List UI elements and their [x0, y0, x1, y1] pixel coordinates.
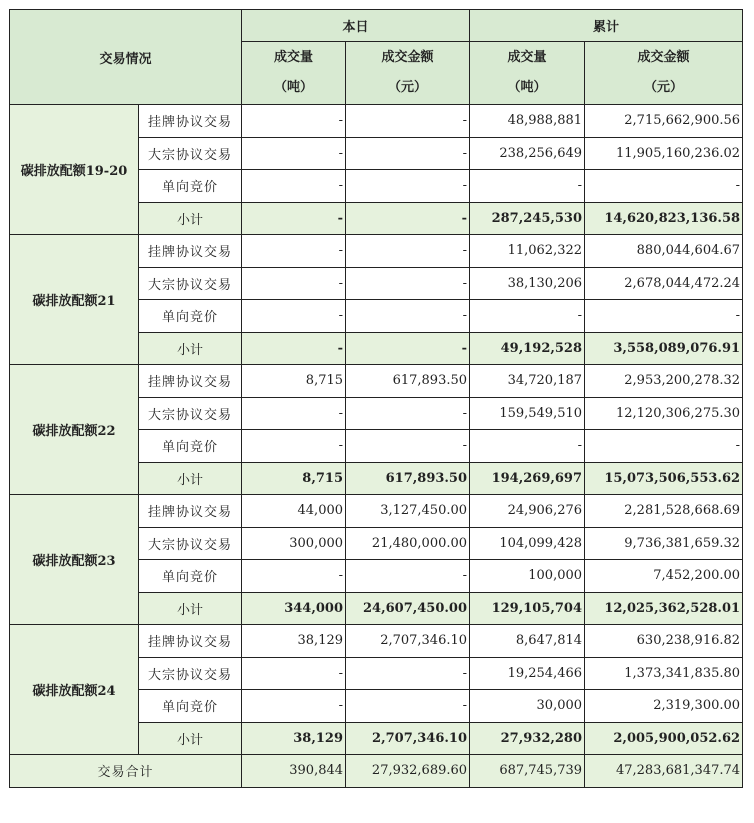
trade-type: 挂牌协议交易 — [139, 365, 242, 398]
group-name: 碳排放配额24 — [10, 625, 139, 755]
today-amount: - — [346, 105, 470, 138]
subtotal-today-volume: 8,715 — [242, 462, 346, 495]
table-body — [10, 105, 743, 788]
amount-label: 成交金额 — [637, 50, 690, 65]
today-amount: - — [346, 430, 470, 463]
today-volume: - — [242, 235, 346, 268]
subtotal-cumulative-amount: 12,025,362,528.01 — [585, 592, 743, 625]
cumulative-amount: 12,120,306,275.30 — [585, 397, 743, 430]
today-volume: - — [242, 657, 346, 690]
today-volume: - — [242, 300, 346, 333]
table-row — [10, 105, 743, 138]
trade-type: 大宗协议交易 — [139, 527, 242, 560]
group-name: 碳排放配额22 — [10, 365, 139, 495]
subtotal-cumulative-volume: 49,192,528 — [470, 332, 585, 365]
cumulative-volume: 34,720,187 — [470, 365, 585, 398]
header-cumulative-amount — [585, 42, 743, 105]
header-today-amount — [346, 42, 470, 105]
volume-unit: （吨） — [507, 80, 547, 95]
amount-unit: （元） — [644, 80, 684, 95]
cumulative-amount: - — [585, 430, 743, 463]
trade-type: 单向竞价 — [139, 690, 242, 723]
trade-type: 单向竞价 — [139, 300, 242, 333]
today-volume: 44,000 — [242, 495, 346, 528]
group-name: 碳排放配额23 — [10, 495, 139, 625]
cumulative-volume: 38,130,206 — [470, 267, 585, 300]
cumulative-volume: 11,062,322 — [470, 235, 585, 268]
subtotal-today-amount: 24,607,450.00 — [346, 592, 470, 625]
subtotal-today-amount: 617,893.50 — [346, 462, 470, 495]
table-row — [10, 625, 743, 658]
cumulative-volume: 30,000 — [470, 690, 585, 723]
subtotal-label: 小计 — [139, 722, 242, 755]
cumulative-amount: 9,736,381,659.32 — [585, 527, 743, 560]
subtotal-cumulative-amount: 2,005,900,052.62 — [585, 722, 743, 755]
table-row — [10, 495, 743, 528]
group-name: 碳排放配额21 — [10, 235, 139, 365]
subtotal-today-volume: - — [242, 332, 346, 365]
cumulative-volume: 48,988,881 — [470, 105, 585, 138]
today-volume: 8,715 — [242, 365, 346, 398]
today-volume: - — [242, 397, 346, 430]
amount-label: 成交金额 — [381, 50, 434, 65]
subtotal-cumulative-volume: 27,932,280 — [470, 722, 585, 755]
cumulative-volume: 104,099,428 — [470, 527, 585, 560]
total-today-volume: 390,844 — [242, 755, 346, 788]
table-row — [10, 365, 743, 398]
subtotal-cumulative-volume: 194,269,697 — [470, 462, 585, 495]
subtotal-label: 小计 — [139, 202, 242, 235]
today-volume: - — [242, 430, 346, 463]
cumulative-volume: 19,254,466 — [470, 657, 585, 690]
trade-type: 挂牌协议交易 — [139, 235, 242, 268]
total-today-amount: 27,932,689.60 — [346, 755, 470, 788]
today-amount: 617,893.50 — [346, 365, 470, 398]
cumulative-amount: - — [585, 170, 743, 203]
today-volume: - — [242, 690, 346, 723]
today-amount: - — [346, 690, 470, 723]
cumulative-amount: 2,678,044,472.24 — [585, 267, 743, 300]
trade-type: 挂牌协议交易 — [139, 495, 242, 528]
cumulative-amount: 7,452,200.00 — [585, 560, 743, 593]
today-amount: - — [346, 397, 470, 430]
subtotal-label: 小计 — [139, 592, 242, 625]
cumulative-amount: 880,044,604.67 — [585, 235, 743, 268]
trading-summary-table — [9, 9, 743, 788]
total-row — [10, 755, 743, 788]
subtotal-cumulative-amount: 14,620,823,136.58 — [585, 202, 743, 235]
volume-label: 成交量 — [274, 50, 314, 65]
trade-type: 挂牌协议交易 — [139, 625, 242, 658]
subtotal-today-volume: - — [242, 202, 346, 235]
cumulative-volume: 100,000 — [470, 560, 585, 593]
cumulative-volume: 8,647,814 — [470, 625, 585, 658]
today-amount: - — [346, 560, 470, 593]
cumulative-amount: 2,715,662,900.56 — [585, 105, 743, 138]
header-cumulative-volume — [470, 42, 585, 105]
cumulative-amount: 11,905,160,236.02 — [585, 137, 743, 170]
cumulative-volume: - — [470, 430, 585, 463]
trade-type: 单向竞价 — [139, 430, 242, 463]
table-row — [10, 235, 743, 268]
today-volume: 300,000 — [242, 527, 346, 560]
subtotal-today-volume: 38,129 — [242, 722, 346, 755]
cumulative-amount: 2,953,200,278.32 — [585, 365, 743, 398]
trade-type: 单向竞价 — [139, 170, 242, 203]
cumulative-amount: 630,238,916.82 — [585, 625, 743, 658]
cumulative-volume: 24,906,276 — [470, 495, 585, 528]
subtotal-label: 小计 — [139, 332, 242, 365]
header-cumulative: 累计 — [470, 10, 743, 42]
cumulative-amount: 2,281,528,668.69 — [585, 495, 743, 528]
header-today-volume — [242, 42, 346, 105]
subtotal-cumulative-volume: 129,105,704 — [470, 592, 585, 625]
today-amount: - — [346, 170, 470, 203]
subtotal-label: 小计 — [139, 462, 242, 495]
volume-label: 成交量 — [507, 50, 547, 65]
cumulative-amount: 1,373,341,835.80 — [585, 657, 743, 690]
total-label: 交易合计 — [10, 755, 242, 788]
amount-unit: （元） — [388, 80, 428, 95]
header-today: 本日 — [242, 10, 470, 42]
today-amount: - — [346, 137, 470, 170]
subtotal-cumulative-amount: 15,073,506,553.62 — [585, 462, 743, 495]
volume-unit: （吨） — [274, 80, 314, 95]
trade-type: 大宗协议交易 — [139, 397, 242, 430]
cumulative-volume: - — [470, 170, 585, 203]
today-volume: - — [242, 267, 346, 300]
today-volume: - — [242, 560, 346, 593]
subtotal-today-amount: 2,707,346.10 — [346, 722, 470, 755]
trade-type: 单向竞价 — [139, 560, 242, 593]
today-amount: - — [346, 267, 470, 300]
subtotal-cumulative-volume: 287,245,530 — [470, 202, 585, 235]
subtotal-cumulative-amount: 3,558,089,076.91 — [585, 332, 743, 365]
today-volume: - — [242, 137, 346, 170]
group-name: 碳排放配额19-20 — [10, 105, 139, 235]
today-volume: - — [242, 105, 346, 138]
cumulative-volume: 238,256,649 — [470, 137, 585, 170]
cumulative-volume: - — [470, 300, 585, 333]
cumulative-volume: 159,549,510 — [470, 397, 585, 430]
header-section-label: 交易情况 — [10, 10, 242, 105]
today-amount: - — [346, 235, 470, 268]
today-volume: 38,129 — [242, 625, 346, 658]
today-amount: 21,480,000.00 — [346, 527, 470, 560]
subtotal-today-amount: - — [346, 202, 470, 235]
cumulative-amount: 2,319,300.00 — [585, 690, 743, 723]
trade-type: 挂牌协议交易 — [139, 105, 242, 138]
total-cumulative-volume: 687,745,739 — [470, 755, 585, 788]
today-amount: 2,707,346.10 — [346, 625, 470, 658]
today-amount: - — [346, 657, 470, 690]
subtotal-today-volume: 344,000 — [242, 592, 346, 625]
cumulative-amount: - — [585, 300, 743, 333]
today-volume: - — [242, 170, 346, 203]
today-amount: - — [346, 300, 470, 333]
today-amount: 3,127,450.00 — [346, 495, 470, 528]
trade-type: 大宗协议交易 — [139, 657, 242, 690]
trade-type: 大宗协议交易 — [139, 137, 242, 170]
subtotal-today-amount: - — [346, 332, 470, 365]
trade-type: 大宗协议交易 — [139, 267, 242, 300]
table-header — [10, 10, 743, 105]
total-cumulative-amount: 47,283,681,347.74 — [585, 755, 743, 788]
